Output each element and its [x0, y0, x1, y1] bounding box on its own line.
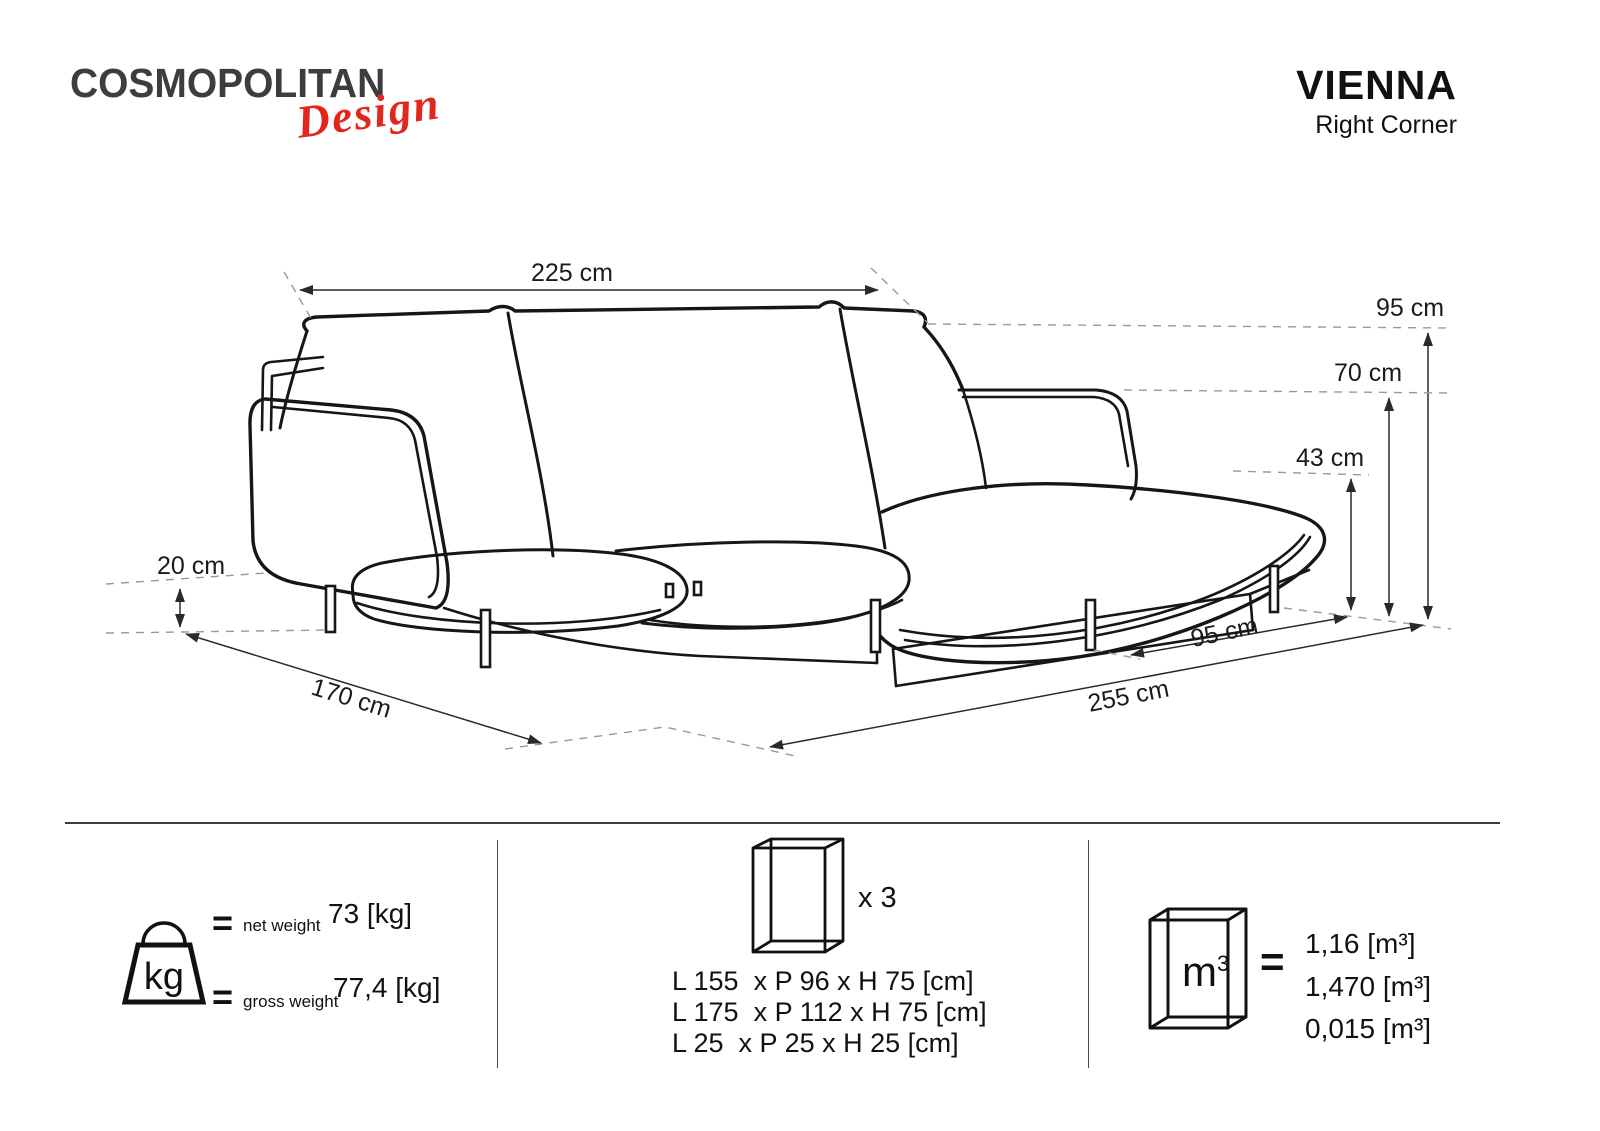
- net-weight-value: 73 [kg]: [328, 898, 413, 929]
- package-box-icon: [735, 825, 855, 965]
- product-variant: Right Corner: [1315, 111, 1457, 139]
- sofa-line-art: [250, 302, 1325, 686]
- brand-logo-script: Design: [293, 77, 444, 148]
- volume-value: 1,16 [m³]: [1305, 928, 1416, 959]
- section-divider: [65, 822, 1500, 824]
- sofa-leg: [1270, 566, 1278, 612]
- brand-logo-text: COSMOPOLITAN: [70, 60, 386, 106]
- weight-icon-label: kg: [143, 956, 185, 998]
- product-name: VIENNA: [1296, 62, 1457, 108]
- package-dim-line: L 155 x P 96 x H 75 [cm]: [672, 966, 974, 996]
- volume-value: 0,015 [m³]: [1305, 1013, 1432, 1044]
- volume-icon-label: $m^3$: [1182, 948, 1230, 995]
- dim-label-chaise-width: 95 cm: [1188, 611, 1261, 653]
- sofa-leg: [1086, 600, 1095, 650]
- gross-weight-label: gross weight: [243, 992, 339, 1011]
- volume-value: 1,470 [m³]: [1305, 971, 1432, 1002]
- dim-armrest-height: [1124, 359, 1449, 616]
- dim-total-height: [928, 294, 1449, 619]
- sofa-leg: [871, 600, 880, 652]
- package-dim-line: L 175 x P 112 x H 75 [cm]: [672, 997, 987, 1027]
- floor-line-right: [1284, 608, 1451, 629]
- dim-label-total-length: 255 cm: [1085, 674, 1172, 718]
- dim-label-total-height: 95 cm: [1376, 294, 1445, 322]
- net-weight-label: net weight: [243, 916, 321, 935]
- net-weight-equals: =: [212, 902, 234, 943]
- weight-icon: [122, 900, 206, 1008]
- column-divider-right: [1088, 840, 1089, 1068]
- volume-equals: =: [1260, 938, 1285, 985]
- sofa-leg: [666, 584, 673, 597]
- dim-label-back-width: 225 cm: [531, 259, 613, 287]
- sofa-leg: [326, 586, 335, 632]
- dim-label-seat-height: 43 cm: [1296, 444, 1365, 472]
- dim-chaise-width: [1094, 611, 1347, 659]
- column-divider-left: [497, 840, 498, 1068]
- dim-label-leg-height: 20 cm: [157, 552, 226, 580]
- gross-weight-equals: =: [212, 976, 234, 1017]
- gross-weight-value: 77,4 [kg]: [333, 972, 441, 1003]
- dim-leg-height: [106, 552, 330, 633]
- package-dim-line: L 25 x P 25 x H 25 [cm]: [672, 1028, 959, 1058]
- dim-label-side-depth: 170 cm: [308, 672, 395, 724]
- dim-label-armrest-height: 70 cm: [1334, 359, 1403, 387]
- package-count: x 3: [858, 882, 897, 914]
- sofa-leg: [694, 582, 701, 595]
- sofa-leg: [481, 610, 490, 667]
